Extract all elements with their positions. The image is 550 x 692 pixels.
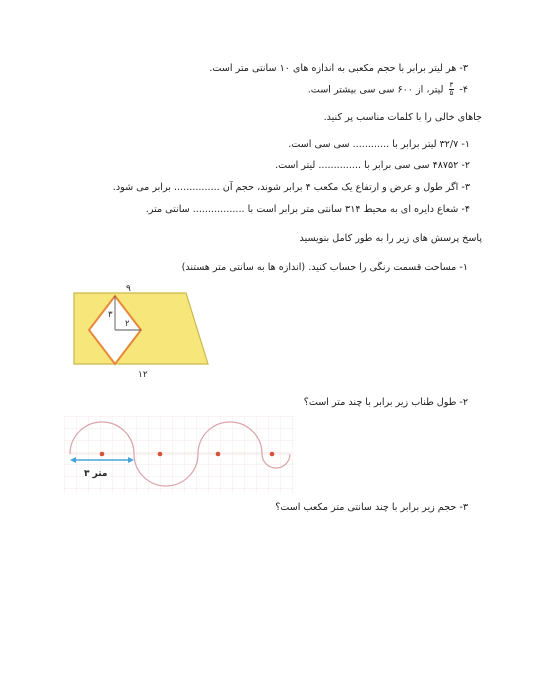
statement-4-number: ۴- bbox=[459, 84, 468, 96]
fill-blank-item-3: ۳- اگر طول و عرض و ارتفاع یک مکعب ۴ برابر شوند، حجم آن ............... برابر می شود. bbox=[112, 182, 470, 193]
statement-3: ۳- هر لیتر برابر با حجم مکعبی به اندازه های ۱۰ سانتی متر است. bbox=[209, 63, 468, 74]
fill-blank-item-4: ۴- شعاع دایره ای به محیط ۳۱۴ سانتی متر برابر است با ................. سانتی متر. bbox=[145, 204, 470, 215]
question-3: ۳- حجم زیر برابر با چند سانتی متر مکعب است؟ bbox=[275, 502, 468, 513]
statement-4 bbox=[308, 82, 468, 97]
question-1: ۱- مساحت قسمت رنگی را حساب کنید. (اندازه ها به سانتی متر هستند) bbox=[181, 262, 468, 273]
rope-figure bbox=[64, 416, 294, 494]
questions-heading: پاسخ پرسش های زیر را به طور کامل بنویسید bbox=[299, 233, 482, 244]
question-2: ۲- طول طناب زیر برابر با چند متر است؟ bbox=[303, 397, 468, 408]
label-top-length: ۹ bbox=[126, 284, 131, 294]
rope-point-4 bbox=[270, 452, 275, 457]
fraction-numerator: ۳ bbox=[449, 81, 454, 89]
fill-blank-item-2: ۲- ۴۸۷۵۲ سی سی برابر با .............. لیتر است. bbox=[275, 160, 470, 171]
label-rhombus-width: ۲ bbox=[125, 319, 130, 329]
fill-blanks-heading: جاهای خالی را با کلمات مناسب پر کنید. bbox=[323, 112, 482, 123]
label-rhombus-height: ۳ bbox=[108, 310, 113, 320]
fill-blank-item-1: ۱- ۳۲/۷ لیتر برابر با ............ سی سی است. bbox=[288, 139, 470, 150]
statement-4-text: لیتر، از ۶۰۰ سی سی بیشتر است. bbox=[307, 84, 444, 96]
rope-point-3 bbox=[216, 452, 221, 457]
shaded-area-figure bbox=[68, 284, 218, 380]
label-length: ۳ متر bbox=[84, 469, 108, 479]
rope-point-1 bbox=[100, 452, 105, 457]
fraction-three-fifths bbox=[449, 82, 455, 97]
fraction-denominator: ۵ bbox=[449, 89, 454, 97]
label-bottom-length: ۱۲ bbox=[138, 370, 148, 380]
grid-background bbox=[64, 416, 294, 494]
rope-point-2 bbox=[158, 452, 163, 457]
